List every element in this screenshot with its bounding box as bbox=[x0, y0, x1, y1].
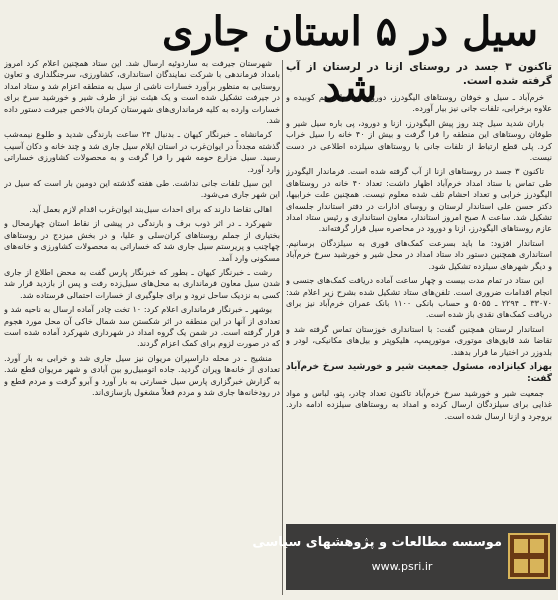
article-paragraph: این ستاد در تمام مدت بیست و چهار ساعت آماده دریافت کمک‌های جنسی و انجام اقدامات ضروری است. تلفن‌های ستاد تشکیل شده بشرح زیر اعلام شد: ۳۳۰۷۰ ـ ۲۲۹۴ ـ ۵۰۵۵ و حساب بانکی ۱۱۰۰ بانک عمران خرم‌آباد نیز برای دریافت کمک‌های نقدی باز شده است. bbox=[286, 275, 552, 320]
column-divider bbox=[282, 60, 283, 595]
article-paragraph: تاکنون ۳ جسد در روستاهای ازنا از آب گرفته شده است. فرماندار الیگودرز طی تماس با ستاد امداد خرم‌آباد اظهار داشت: تعداد ۴۰ خانه در روستاهای الیگودرز خرابی و تعداد احشام تلف شده معلوم نیست. همچنین علت خرابیها، دکتر حسن علی استاندار لرستان و روسای ادارات در دفتر استاندار جلسه‌ای تشکیل شد. ساعت ۸ صبح امروز استاندار، معاون استانداری و رئیس ستاد امداد عازم روستاهای الیگودرز، ازنا و دورود در محاصره سیل قرار گرفته‌اند. bbox=[286, 166, 552, 234]
article-paragraph: خرم‌آباد ـ سیل و خوفان روستاهای الیگودرز، دورود، ازنا را درهم کوبیده و علاوه برخرابی، تلفات جانی نیز بیار آورده. bbox=[286, 92, 552, 114]
watermark-banner bbox=[252, 524, 556, 590]
article-paragraph: اهالی تقاضا دارند که برای احداث سیل‌بند ایوان‌غرب اقدام لازم بعمل آید. bbox=[29, 203, 272, 214]
article-paragraph: شهرستان جیرفت به ساردوئیه ارسال شد. این ستاد همچنین اعلام کرد امروز بامداد فرماندهی با شرکت نمایندگان استانداری، کشاورزی، سرجنگلداری و تعاون روستایی به منظور برآورد خسارات ناشی از سیل به منطقه اعزام شد و ستاد امداد در جیرفت تشکیل شده است و یک هیئت نیز از طرف شیر و خورشید سرخ برای خسارات وارده به کلیه فرمانداری‌های شهرستان کرمان بالاخص جیرفت دستور داده شد. bbox=[4, 58, 280, 126]
article-paragraph: جمعیت شیر و خورشید سرخ خرم‌آباد تاکنون تعداد چادر، پتو، لباس و مواد غذایی برای سیلزدگان ارسال کرده و امداد به روستاهای سیلزده ادامه دارد. بروجرد و ازنا ارسال شده است. bbox=[286, 387, 552, 421]
article-paragraph: باران شدید سیل چند روز پیش الیگودرز، ازنا و دورود، پی باره سیل شیر و طوفان روستاهای این منطقه را فرا گرفت و بیش از ۴۰ خانه را سیل خراب کرد. پلی قطع ارتباط از تلفات جانی با روستاهای سیلزده اطلاعی در دست نیست. bbox=[286, 117, 552, 163]
headline: سیل در ۵ استان جاری شد bbox=[162, 8, 538, 111]
article-paragraph: شهرکرد ـ در اثر ذوب برف و بارندگی در پیشی از نقاط استان چهارمحال و بختیاری از جملم روستاهای کران‌سلی و علیا، و در بخش میزدج در روستاهای چهاچنب و پریرستم سیل جاری شد که خساراتی به محصولات کشاورزی و خانه‌های مسکونی وارد آمد. bbox=[4, 218, 280, 263]
article-paragraph: بوشهر ـ خبرنگار فرمانداری اعلام کرد: ۱۰ تخت چادر آماده ارسال به ناحیه شد و تعدادی از آنها در این منطقه در اثر شکستن سد شمال خاکی آن محل مورد هجوم قرار گرفته است. در شمن یک گروه امداد در شهرداری شهرکرد آماده شده است که در صورت لزوم برای کمک اعزام گردند. bbox=[4, 304, 280, 349]
article-paragraph: استاندار افزود: ما باید بسرعت کمک‌های فوری به سیلزدگان برسانیم. استانداری همچنین دستور داد ستاد امداد در محل شیر و خورشید سرخ خرم‌آباد و دیگر شهرهای سیلزده تشکیل شود. bbox=[286, 237, 552, 271]
article-left-column bbox=[4, 58, 280, 598]
institute-logo-icon bbox=[508, 533, 550, 579]
article-paragraph: منشیج ـ در محله داراسپران مریوان نیز سیل جاری شد و خرابی به بار آورد. تعدادی از خانه‌ها ویران گردید. جاده اتومبیل‌رو بین آبادی و شهر مریوان قطع شد. به گزارش خبرگزاری پارس سیل خسارتی به بار آورد و آبرو گرفت و مردم قطع و در رودخانه‌ها جاری شد و مردم فعلاً مشغول بازسازی‌اند. bbox=[4, 352, 280, 397]
article-paragraph: استاندار لرستان همچنین گفت: با استانداری خوزستان تماس گرفته شد و تقاضا شد قایق‌های موتوری، موتورپمپ، هلیکوپتر و بیل‌های مکانیکی، لودر و بلدوزر در اختیار ما قرار بدهند. bbox=[286, 323, 552, 357]
article-right-column bbox=[252, 60, 552, 600]
article-paragraph: بهزاد کیانزاده، مسئول جمعیت شیر و خورشید سرخ خرم‌آباد گفت: bbox=[286, 361, 552, 384]
article-paragraph: کرمانشاه ـ خبرنگار کیهان ـ بدنبال ۲۴ ساعت بارندگی شدید و طلوع نیمه‌شب گذشته مجدداً در ایوان‌غرب در استان ایلام سیل جاری شد و چند خانه و دکان آسیب رسید. سیل مزارع حومه شهر را فرا گرفت و به محصولات کشاورزی خساراتی وارد آورد. bbox=[4, 129, 280, 174]
watermark-title: موسسه مطالعات و پژوهشهای سیاسی bbox=[252, 535, 502, 550]
article-lead: تاکنون ۳ جسد در روستای ازنا در لرستان از آب گرفته شده است. bbox=[286, 61, 552, 87]
article-paragraph: این سیل تلفات جانی نداشت. طی هفته گذشته این دومین بار است که سیل در این شهر جاری می‌شود. bbox=[4, 178, 280, 200]
article-paragraph: رشت ـ خبرنگار کیهان ـ بطور که خبرنگار پارس گفت به محض اطلاع از جاری شدن سیل معاون فرمانداری به محل‌های سیل‌زده رفت و پس از بازدید قرار شد کسی به نزدیک ساحل نرود و برای جلوگیری از خسارات احتمالی فرستاده شد. bbox=[4, 266, 280, 300]
watermark-url: www.psri.ir bbox=[371, 560, 433, 573]
